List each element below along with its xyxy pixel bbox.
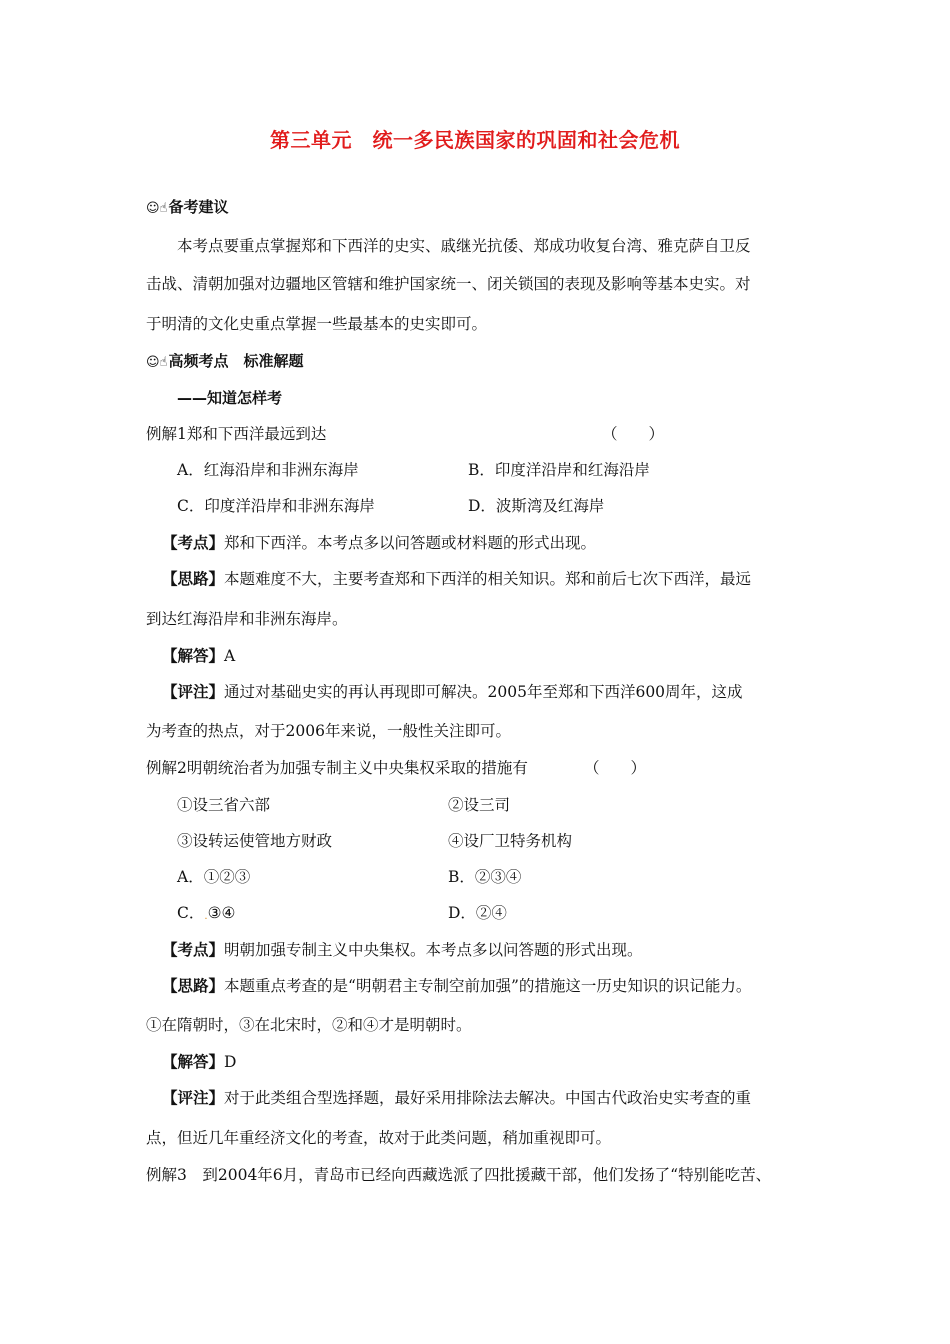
page-title: 第三单元 统一多民族国家的巩固和社会危机 [270,128,680,152]
question-2-option-a: A．①②③ [177,868,251,886]
question-1-option-b: B．印度洋沿岸和红海沿岸 [468,461,650,479]
question-2-silu-cont: ①在隋朝时，③在北宋时，②和④才是明朝时。 [146,1016,472,1034]
kaodian-tag: 【考点】 [162,534,225,552]
question-2-pingzhu-cont: 点，但近几年重经济文化的考查，故对于此类问题，稍加重视即可。 [146,1129,612,1147]
question-1-stem: 例解1郑和下西洋最远到达 [146,425,327,443]
section-marker-icon: ☺☝ [146,355,168,370]
kaodian-text: 明朝加强专制主义中央集权。本考点多以问答题的形式出现。 [224,941,643,959]
question-1-answer-blank: （ ） [602,425,665,443]
question-2-option-b: B．②③④ [448,868,522,886]
jieda-text: D [224,1053,237,1071]
silu-tag: 【思路】 [162,570,225,588]
pingzhu-text: 通过对基础史实的再认再现即可解决。2005年至郑和下西洋600周年，这成 [224,683,743,701]
section-marker-icon: ☺☝ [146,201,168,216]
kaodian-tag: 【考点】 [162,941,225,959]
section-heading-text: 备考建议 [168,198,229,216]
question-2-item-2: ②设三司 [448,796,511,814]
option-c-items: ③④ [207,904,236,922]
question-1-kaodian [162,533,596,553]
option-c-prefix: C． [177,904,205,922]
question-2-kaodian [162,940,643,960]
section-heading-exam-advice [146,197,228,219]
jieda-tag: 【解答】 [162,647,225,665]
question-2-silu [162,976,751,996]
question-1-pingzhu-cont: 为考查的热点，对于2006年来说，一般性关注即可。 [146,722,511,740]
question-2-item-1: ①设三省六部 [177,796,271,814]
jieda-tag: 【解答】 [162,1053,225,1071]
question-1-jieda [162,646,235,666]
paragraph-line: 本考点要重点掌握郑和下西洋的史实、戚继光抗倭、郑成功收复台湾、雅克萨自卫反 [177,237,751,255]
question-2-item-3: ③设转运使管地方财政 [177,832,333,850]
question-1-pingzhu [162,682,743,702]
pingzhu-tag: 【评注】 [162,1089,225,1107]
pingzhu-tag: 【评注】 [162,683,225,701]
question-1-silu [162,569,751,589]
question-2-option-c [177,903,235,926]
paragraph-line: 击战、清朝加强对边疆地区管辖和维护国家统一、闭关锁国的表现及影响等基本史实。对 [146,275,751,293]
question-3-stem: 例解3 到2004年6月，青岛市已经向西藏选派了四批援藏干部，他们发扬了“特别能吃苦、 [146,1166,772,1184]
question-1-option-d: D．波斯湾及红海岸 [468,497,605,515]
question-2-jieda [162,1052,236,1072]
paragraph-line: 于明清的文化史重点掌握一些最基本的史实即可。 [146,315,488,333]
jieda-text: A [224,647,236,665]
section-subheading: ——知道怎样考 [177,389,283,407]
silu-text: 本题重点考查的是“明朝君主专制空前加强”的措施这一历史知识的识记能力。 [224,977,752,995]
silu-tag: 【思路】 [162,977,225,995]
kaodian-text: 郑和下西洋。本考点多以问答题或材料题的形式出现。 [224,534,597,552]
section-heading-text: 高频考点 标准解题 [168,352,304,370]
silu-text: 本题难度不大，主要考查郑和下西洋的相关知识。郑和前后七次下西洋，最远 [224,570,752,588]
question-1-option-a: A．红海沿岸和非洲东海岸 [177,461,359,479]
question-2-stem: 例解2明朝统治者为加强专制主义中央集权采取的措施有 [146,759,528,777]
question-2-option-d: D．②④ [448,904,507,922]
stray-mark-icon: . [204,911,208,922]
section-heading-key-points [146,351,303,373]
question-2-pingzhu [162,1088,751,1108]
pingzhu-text: 对于此类组合型选择题，最好采用排除法去解决。中国古代政治史实考查的重 [224,1089,752,1107]
question-1-silu-cont: 到达红海沿岸和非洲东海岸。 [146,610,348,628]
question-1-option-c: C．印度洋沿岸和非洲东海岸 [177,497,375,515]
question-2-answer-blank: （ ） [584,759,647,777]
question-2-item-4: ④设厂卫特务机构 [448,832,573,850]
